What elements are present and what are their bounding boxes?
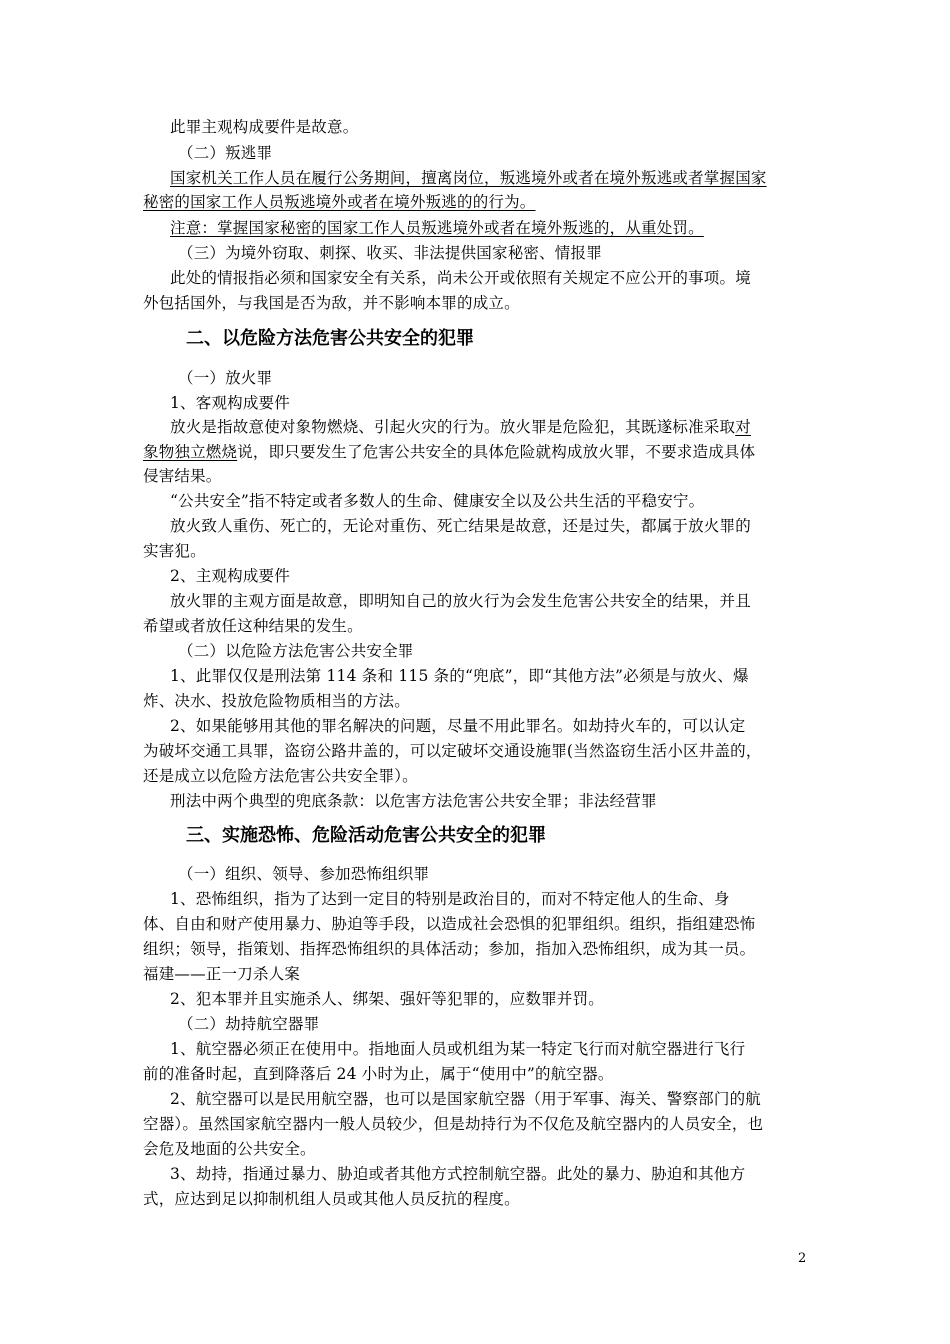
paragraph-line: 空器）。虽然国家航空器内一般人员较少，但是劫持行为不仅危及航空器内的人员安全，也 bbox=[143, 1115, 764, 1133]
paragraph-line: 前的准备时起，直到降落后 24 小时为止，属于“使用中”的航空器。 bbox=[143, 1065, 614, 1083]
paragraph-line: 体、自由和财产使用暴力、胁迫等手段，以造成社会恐惧的犯罪组织。组织，指组建恐怖 bbox=[143, 915, 756, 933]
paragraph-line: 式，应达到足以抑制机组人员或其他人员反抗的程度。 bbox=[143, 1190, 520, 1208]
subsection-title: （三）为境外窃取、刺探、收买、非法提供国家秘密、情报罪 bbox=[178, 244, 602, 262]
paragraph-line: 1、此罪仅仅是刑法第 114 条和 115 条的“兜底”，即“其他方法”必须是与放火、爆 bbox=[170, 667, 749, 685]
note-line: 注意：掌握国家秘密的国家工作人员叛逃境外或者在境外叛逃的，从重处罚。 bbox=[170, 219, 704, 237]
paragraph-line: 组织；领导，指策划、指挥恐怖组织的具体活动；参加，指加入恐怖组织，成为其一员。 bbox=[143, 940, 756, 958]
subsection-title: （二）以危险方法危害公共安全罪 bbox=[178, 642, 414, 660]
paragraph-line: 1、恐怖组织，指为了达到一定目的特别是政治目的，而对不特定他人的生命、身 bbox=[170, 890, 730, 908]
page-number: 2 bbox=[798, 1251, 807, 1266]
paragraph-line: 国家机关工作人员在履行公务期间，擅离岗位，叛逃境外或者在境外叛逃或者掌握国家 bbox=[170, 169, 767, 187]
paragraph-line: 此罪主观构成要件是故意。 bbox=[170, 118, 359, 136]
paragraph-line: 外包括国外，与我国是否为敌，并不影响本罪的成立。 bbox=[143, 294, 520, 312]
subsection-title: （二）叛逃罪 bbox=[178, 144, 273, 162]
subsection-title: （二）劫持航空器罪 bbox=[178, 1015, 320, 1033]
section-heading: 三、实施恐怖、危险活动危害公共安全的犯罪 bbox=[186, 825, 546, 846]
paragraph-line: 实害犯。 bbox=[143, 542, 206, 560]
paragraph-line: 2、主观构成要件 bbox=[170, 567, 290, 585]
paragraph-line: 此处的情报指必须和国家安全有关系，尚未公开或依照有关规定不应公开的事项。境 bbox=[170, 269, 751, 287]
paragraph-line: 侵害结果。 bbox=[143, 467, 222, 485]
paragraph-line: 2、航空器可以是民用航空器，也可以是国家航空器（用于军事、海关、警察部门的航 bbox=[170, 1090, 761, 1108]
paragraph-line: 希望或者放任这种结果的发生。 bbox=[143, 617, 363, 635]
paragraph-line: 会危及地面的公共安全。 bbox=[143, 1140, 316, 1158]
paragraph-line: 秘密的国家工作人员叛逃境外或者在境外叛逃的的行为。 bbox=[143, 193, 536, 211]
paragraph-line: 炸、决水、投放危险物质相当的方法。 bbox=[143, 692, 410, 710]
paragraph-line: 1、客观构成要件 bbox=[170, 394, 290, 412]
paragraph-line: 3、劫持，指通过暴力、胁迫或者其他方式控制航空器。此处的暴力、胁迫和其他方 bbox=[170, 1165, 746, 1183]
paragraph-line: 象物独立燃烧说，即只要发生了危害公共安全的具体危险就构成放火罪，不要求造成具体 bbox=[143, 443, 756, 461]
paragraph-line: “公共安全”指不特定或者多数人的生命、健康安全以及公共生活的平稳安宁。 bbox=[170, 492, 705, 510]
paragraph-line: 福建——正一刀杀人案 bbox=[143, 965, 301, 983]
paragraph-line: 放火是指故意使对象物燃烧、引起火灾的行为。放火罪是危险犯，其既遂标准采取对 bbox=[170, 418, 751, 436]
paragraph-line: 放火致人重伤、死亡的，无论对重伤、死亡结果是故意，还是过失，都属于放火罪的 bbox=[170, 517, 751, 535]
paragraph-line: 2、如果能够用其他的罪名解决的问题，尽量不用此罪名。如劫持火车的，可以认定 bbox=[170, 717, 746, 735]
paragraph-line: 为破坏交通工具罪，盗窃公路井盖的，可以定破坏交通设施罪(当然盗窃生活小区井盖的， bbox=[143, 742, 762, 760]
paragraph-line: 还是成立以危险方法危害公共安全罪）。 bbox=[143, 767, 418, 785]
section-heading: 二、以危险方法危害公共安全的犯罪 bbox=[186, 328, 474, 349]
paragraph-line: 刑法中两个典型的兜底条款：以危害方法危害公共安全罪；非法经营罪 bbox=[170, 792, 657, 810]
paragraph-line: 2、犯本罪并且实施杀人、绑架、强奸等犯罪的，应数罪并罚。 bbox=[170, 990, 604, 1008]
subsection-title: （一）放火罪 bbox=[178, 369, 273, 387]
paragraph-line: 1、航空器必须正在使用中。指地面人员或机组为某一特定飞行而对航空器进行飞行 bbox=[170, 1040, 746, 1058]
paragraph-line: 放火罪的主观方面是故意，即明知自己的放火行为会发生危害公共安全的结果，并且 bbox=[170, 592, 751, 610]
subsection-title: （一）组织、领导、参加恐怖组织罪 bbox=[178, 865, 430, 883]
